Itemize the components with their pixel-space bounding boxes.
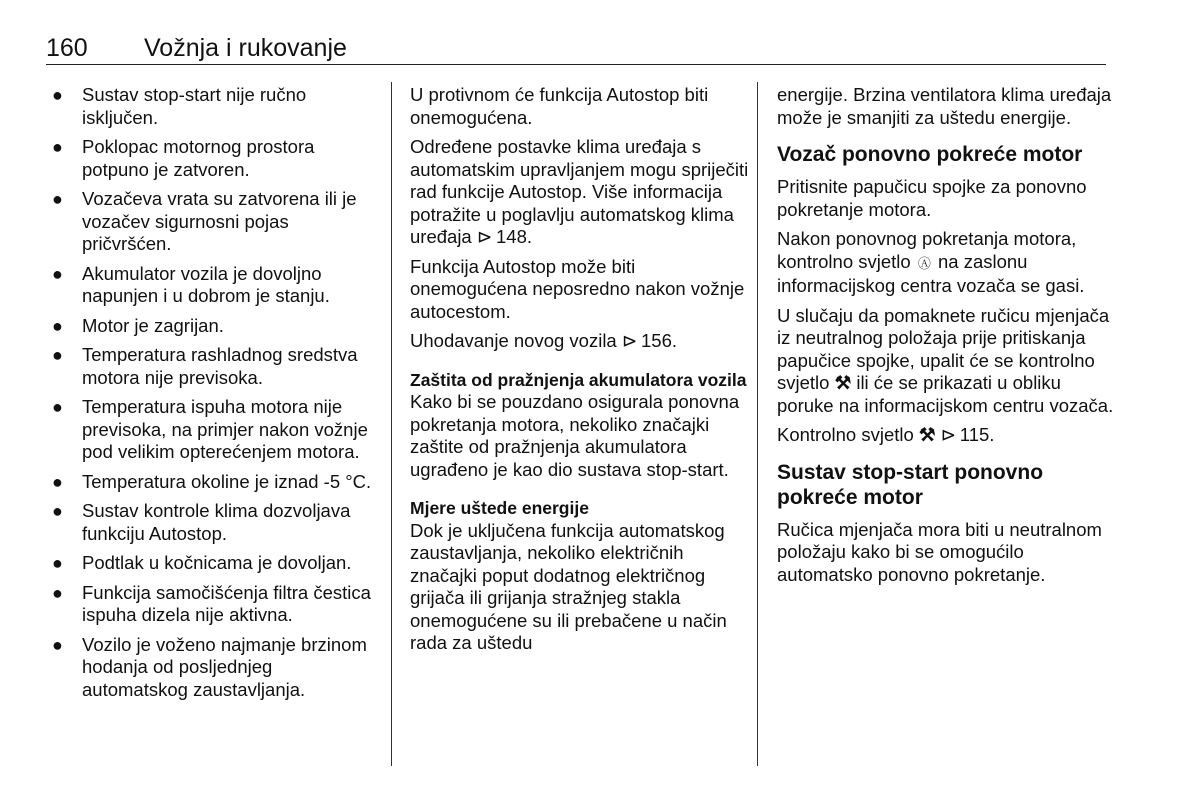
column-2 [410, 84, 750, 662]
bullet-icon: ● [52, 345, 63, 365]
page-reference: 148. [496, 226, 533, 247]
list-item: ● Vozilo je voženo najmanje brzinom hodanja od posljednjeg automatskog zaustavljanja. [52, 633, 367, 700]
section-heading: Vozač ponovno pokreće motor [777, 143, 1083, 166]
bullet-icon: ● [52, 189, 63, 209]
subheading: Zaštita od pražnjenja akumulatora vozila [410, 369, 747, 390]
conditions-list [46, 84, 376, 701]
list-item: ● Podtlak u kočnicama je dovoljan. [52, 552, 352, 573]
subheading: Mjere uštede energije [410, 498, 589, 518]
column-divider [391, 82, 392, 766]
bullet-icon: ● [52, 582, 63, 603]
bullet-icon: ● [52, 85, 63, 105]
page-number: 160 [46, 34, 88, 62]
service-indicator-icon: ⚒ [834, 372, 852, 393]
bullet-icon: ● [52, 553, 63, 573]
paragraph: Pritisnite papučicu spojke za ponovno pokretanje motora. [777, 176, 1087, 220]
paragraph: Određene postavke klima uređaja s automatskim upravljanjem mogu spriječiti rad funkcije Autostop. Više informacija potražite u poglavlju automatskog klima uređaja ⊳ 148. [410, 136, 749, 247]
bullet-icon: ● [52, 397, 63, 417]
page-reference-icon: ⊳ [621, 330, 638, 351]
page-reference-icon: ⊳ [940, 424, 957, 445]
list-item: ● Motor je zagrijan. [52, 314, 224, 336]
chapter-title: Vožnja i rukovanje [144, 34, 347, 62]
autostop-indicator-icon: Ⓐ [917, 255, 931, 271]
paragraph: Kontrolno svjetlo ⚒ ⊳ 115. [777, 424, 995, 445]
list-item: ● Sustav stop-start nije ručno isključen. [52, 84, 307, 128]
paragraph: U slučaju da pomaknete ručicu mjenjača iz neutralnog položaja prije pritiskanja papučice spojke, upalit će se kontrolno svjetlo ⚒ ili će se prikazati u obliku poruke na informacijskom centru vozača. [777, 304, 1114, 416]
paragraph: Kako bi se pouzdano osigurala ponovna pokretanja motora, nekoliko značajki zaštite od pražnjenja akumulatora ugrađeno je kao dio sustava stop-start. [410, 391, 740, 480]
page-reference: 115. [959, 424, 995, 445]
service-indicator-icon: ⚒ [918, 424, 936, 445]
list-item: ● Temperatura ispuha motora nije previsoka, na primjer nakon vožnje pod velikim opterećenjem motora. [52, 396, 368, 462]
list-item: ● Akumulator vozila je dovoljno napunjen i u dobrom je stanju. [52, 262, 330, 306]
bullet-icon: ● [52, 137, 63, 157]
bullet-icon: ● [52, 634, 63, 655]
column-1 [46, 84, 376, 708]
list-item: ● Vozačeva vrata su zatvorena ili je vozačev sigurnosni pojas pričvršćen. [52, 188, 357, 254]
list-item: ● Poklopac motornog prostora potpuno je zatvoren. [52, 136, 315, 180]
section-heading: Sustav stop-start ponovno pokreće motor [777, 460, 1044, 509]
list-item: ● Sustav kontrole klima dozvoljava funkciju Autostop. [52, 500, 351, 544]
paragraph: Dok je uključena funkcija automatskog zaustavljanja, nekoliko električnih značajki poput dodatnog električnog grijača ili grijanja stražnjeg stakla onemogućene su ili prebačene u način rada za uštedu [410, 519, 727, 653]
paragraph: energije. Brzina ventilatora klima uređaja može je smanjiti za uštedu energije. [777, 84, 1112, 128]
column-3 [777, 84, 1117, 593]
bullet-icon: ● [52, 501, 63, 521]
page-reference-icon: ⊳ [476, 226, 493, 247]
page-header [46, 34, 1106, 65]
paragraph: Ručica mjenjača mora biti u neutralnom položaju kako bi se omogućilo automatsko ponovno pokretanje. [777, 518, 1102, 585]
column-divider [757, 82, 758, 766]
list-item: ● Temperatura okoline je iznad -5 °C. [52, 470, 372, 492]
paragraph: Uhodavanje novog vozila ⊳ 156. [410, 330, 678, 351]
list-item: ● Funkcija samočišćenja filtra čestica ispuha dizela nije aktivna. [52, 581, 371, 625]
bullet-icon: ● [52, 315, 63, 336]
paragraph: Funkcija Autostop može biti onemogućena neposredno nakon vožnje autocestom. [410, 255, 745, 322]
page-reference: 156. [641, 330, 678, 351]
paragraph: U protivnom će funkcija Autostop biti onemogućena. [410, 84, 709, 128]
paragraph: Nakon ponovnog pokretanja motora, kontrolno svjetlo Ⓐ na zaslonu informacijskog centra vozača se gasi. [777, 228, 1085, 296]
list-item: ● Temperatura rashladnog sredstva motora nije previsoka. [52, 344, 358, 388]
bullet-icon: ● [52, 263, 63, 284]
bullet-icon: ● [52, 471, 63, 492]
